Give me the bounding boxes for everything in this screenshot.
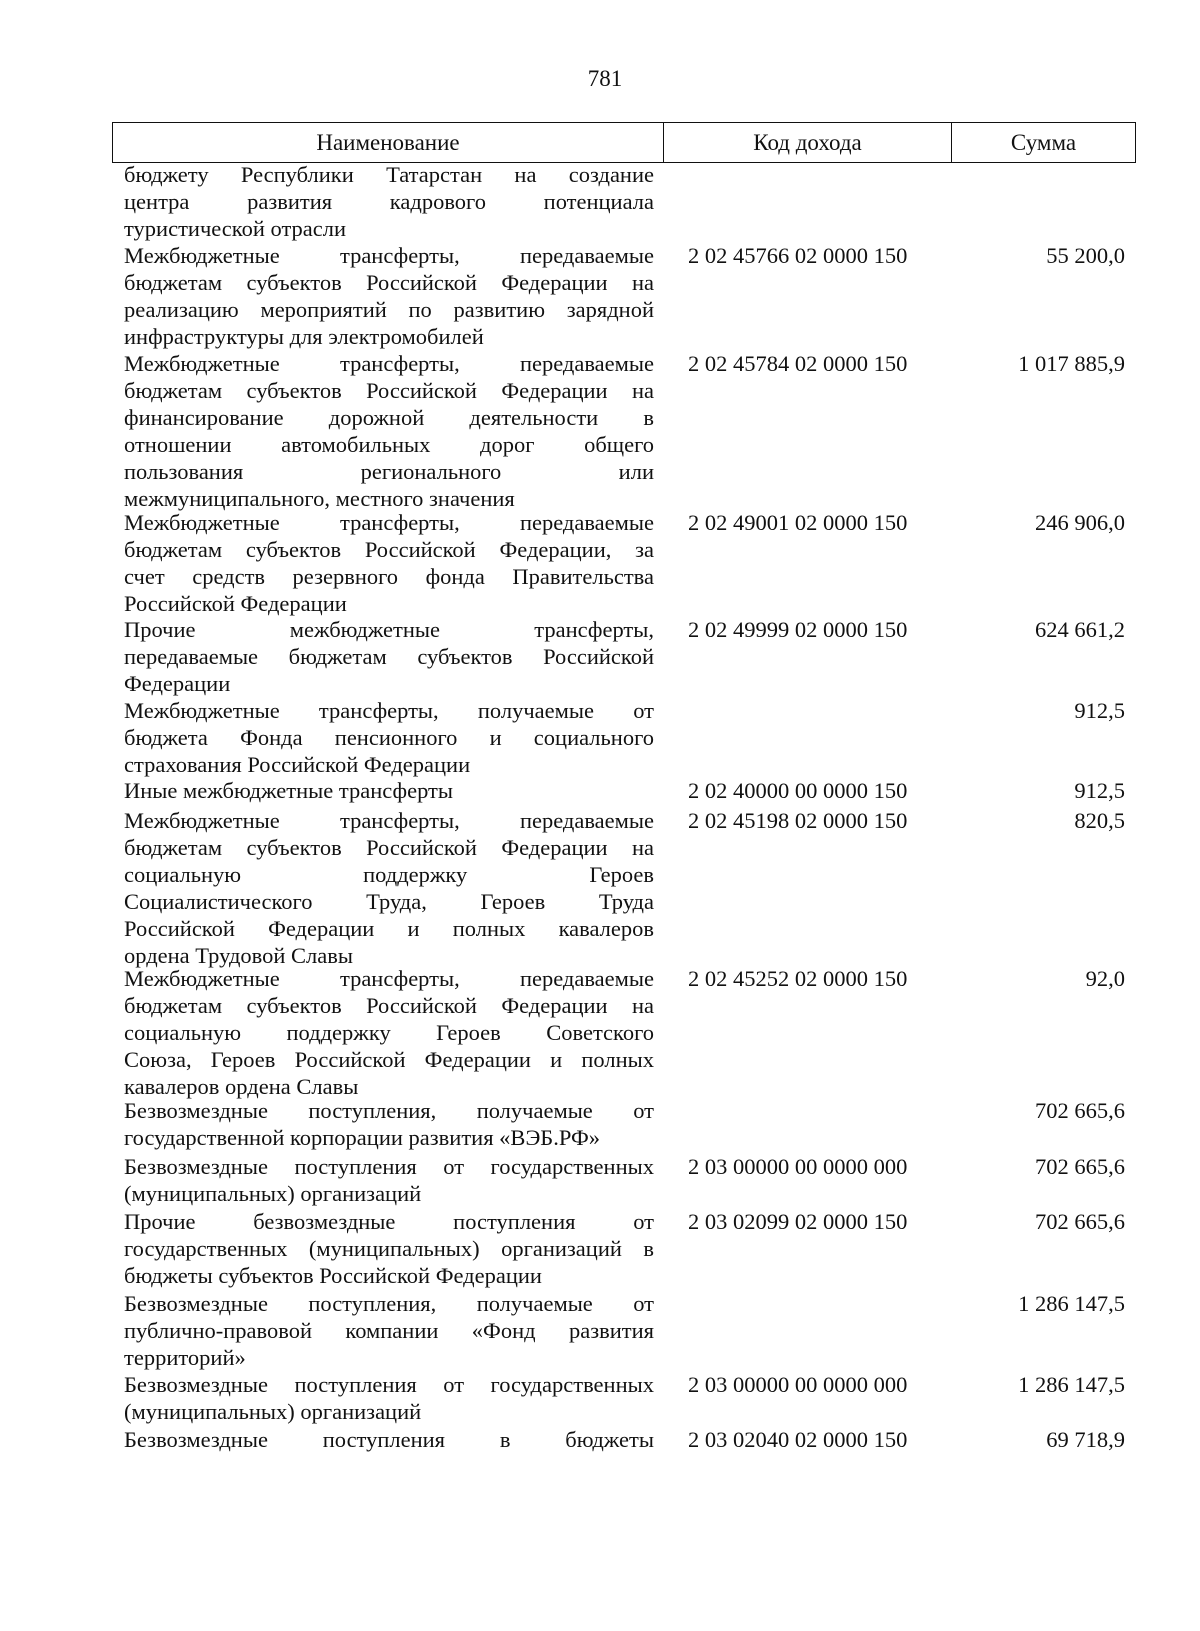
row-code: 2 03 00000 00 0000 000 — [688, 1372, 908, 1397]
row-name-line: Союза, Героев Российской Федерации и полных — [124, 1047, 654, 1072]
row-sum: 820,5 — [1074, 808, 1125, 833]
row-name-line: государственных (муниципальных) организаций в — [124, 1236, 654, 1261]
row-name — [124, 1426, 654, 1453]
row-name-line: центра развития кадрового потенциала — [124, 189, 654, 214]
row-name — [124, 697, 654, 778]
row-name-line: счет средств резервного фонда Правительства — [124, 564, 654, 589]
row-name-line: Прочие безвозмездные поступления от — [124, 1209, 654, 1234]
row-name-line: бюджетам субъектов Российской Федерации на — [124, 378, 654, 403]
row-name-line: бюджетам субъектов Российской Федерации, за — [124, 537, 654, 562]
row-code: 2 03 00000 00 0000 000 — [688, 1154, 908, 1179]
row-name — [124, 161, 654, 242]
row-sum: 55 200,0 — [1046, 243, 1125, 268]
row-name-line: социальную поддержку Героев — [124, 862, 654, 887]
row-name-line: финансирование дорожной деятельности в — [124, 405, 654, 430]
row-name-line: Безвозмездные поступления, получаемые от — [124, 1098, 654, 1123]
row-sum: 1 286 147,5 — [1018, 1291, 1125, 1316]
row-code: 2 02 45766 02 0000 150 — [688, 243, 908, 268]
row-name-line: Безвозмездные поступления в бюджеты — [124, 1427, 654, 1452]
row-name-line: отношении автомобильных дорог общего — [124, 432, 654, 457]
row-name-line: Российской Федерации и полных кавалеров — [124, 916, 654, 941]
row-name — [124, 807, 654, 969]
column-header-sum: Сумма — [1010, 129, 1077, 155]
row-name — [124, 350, 654, 512]
row-name — [124, 1208, 654, 1289]
row-code: 2 02 45198 02 0000 150 — [688, 808, 908, 833]
row-name-line: публично-правовой компании «Фонд развития — [124, 1318, 654, 1343]
row-sum: 912,5 — [1074, 778, 1125, 803]
table-header — [112, 122, 1136, 163]
row-name-line: территорий» — [124, 1345, 246, 1370]
row-name-line: ордена Трудовой Славы — [124, 943, 354, 968]
row-name — [124, 965, 654, 1100]
row-name-line: социальную поддержку Героев Советского — [124, 1020, 654, 1045]
row-name-line: Межбюджетные трансферты, передаваемые — [124, 351, 654, 376]
row-name-line: пользования регионального или — [124, 459, 654, 484]
row-name-line: Безвозмездные поступления от государственных — [124, 1372, 654, 1397]
row-name-line: Федерации — [124, 671, 231, 696]
row-name-line: инфраструктуры для электромобилей — [124, 324, 484, 349]
page-number: 781 — [587, 66, 623, 91]
row-name-line: государственной корпорации развития «ВЭБ.РФ» — [124, 1125, 600, 1150]
row-name-line: (муниципальных) организаций — [124, 1181, 422, 1206]
row-name-line: (муниципальных) организаций — [124, 1399, 422, 1424]
row-code: 2 03 02099 02 0000 150 — [688, 1209, 908, 1234]
row-name-line: межмуниципального, местного значения — [124, 486, 515, 511]
row-name-line: Социалистического Труда, Героев Труда — [124, 889, 654, 914]
row-code: 2 02 40000 00 0000 150 — [688, 778, 908, 803]
row-code: 2 03 02040 02 0000 150 — [688, 1427, 908, 1452]
row-name-line: реализацию мероприятий по развитию зарядной — [124, 297, 654, 322]
row-name-line: Прочие межбюджетные трансферты, — [124, 617, 654, 642]
row-name — [124, 1153, 654, 1207]
row-name-line: Российской Федерации — [124, 591, 347, 616]
row-name-line: бюджета Фонда пенсионного и социального — [124, 725, 654, 750]
row-name-line: передаваемые бюджетам субъектов Российской — [124, 644, 654, 669]
row-sum: 702 665,6 — [1035, 1154, 1125, 1179]
row-code: 2 02 45784 02 0000 150 — [688, 351, 908, 376]
row-name-line: Межбюджетные трансферты, передаваемые — [124, 243, 654, 268]
row-name-line: Безвозмездные поступления от государственных — [124, 1154, 654, 1179]
row-name — [124, 1371, 654, 1425]
row-name-line: бюджеты субъектов Российской Федерации — [124, 1263, 542, 1288]
row-name-line: Межбюджетные трансферты, получаемые от — [124, 698, 654, 723]
row-sum: 702 665,6 — [1035, 1209, 1125, 1234]
row-sum: 624 661,2 — [1035, 617, 1125, 642]
row-code: 2 02 45252 02 0000 150 — [688, 966, 908, 991]
row-name-line: страхования Российской Федерации — [124, 752, 471, 777]
row-sum: 69 718,9 — [1046, 1427, 1125, 1452]
row-sum: 1 017 885,9 — [1018, 351, 1125, 376]
row-name-line: Межбюджетные трансферты, передаваемые — [124, 808, 654, 833]
row-code: 2 02 49999 02 0000 150 — [688, 617, 908, 642]
row-sum: 702 665,6 — [1035, 1098, 1125, 1123]
row-name-line: кавалеров ордена Славы — [124, 1074, 359, 1099]
row-name-line: бюджетам субъектов Российской Федерации на — [124, 993, 654, 1018]
row-name-line: бюджету Республики Татарстан на создание — [124, 162, 654, 187]
row-name — [124, 1290, 654, 1371]
row-name — [124, 616, 654, 697]
row-name-line: бюджетам субъектов Российской Федерации на — [124, 835, 654, 860]
row-name-line: Безвозмездные поступления, получаемые от — [124, 1291, 654, 1316]
column-header-name: Наименование — [113, 123, 664, 162]
row-name-line: Межбюджетные трансферты, передаваемые — [124, 966, 654, 991]
row-code: 2 02 49001 02 0000 150 — [688, 510, 908, 535]
row-name-line: Межбюджетные трансферты, передаваемые — [124, 510, 654, 535]
row-name — [124, 777, 654, 804]
row-name — [124, 509, 654, 617]
row-name — [124, 1097, 654, 1151]
row-sum: 246 906,0 — [1035, 510, 1125, 535]
column-header-code: Код дохода — [664, 123, 952, 162]
row-name-line: Иные межбюджетные трансферты — [124, 778, 454, 803]
row-sum: 912,5 — [1074, 698, 1125, 723]
row-sum: 92,0 — [1085, 966, 1125, 991]
row-sum: 1 286 147,5 — [1018, 1372, 1125, 1397]
row-name — [124, 242, 654, 350]
row-name-line: туристической отрасли — [124, 216, 347, 241]
row-name-line: бюджетам субъектов Российской Федерации на — [124, 270, 654, 295]
